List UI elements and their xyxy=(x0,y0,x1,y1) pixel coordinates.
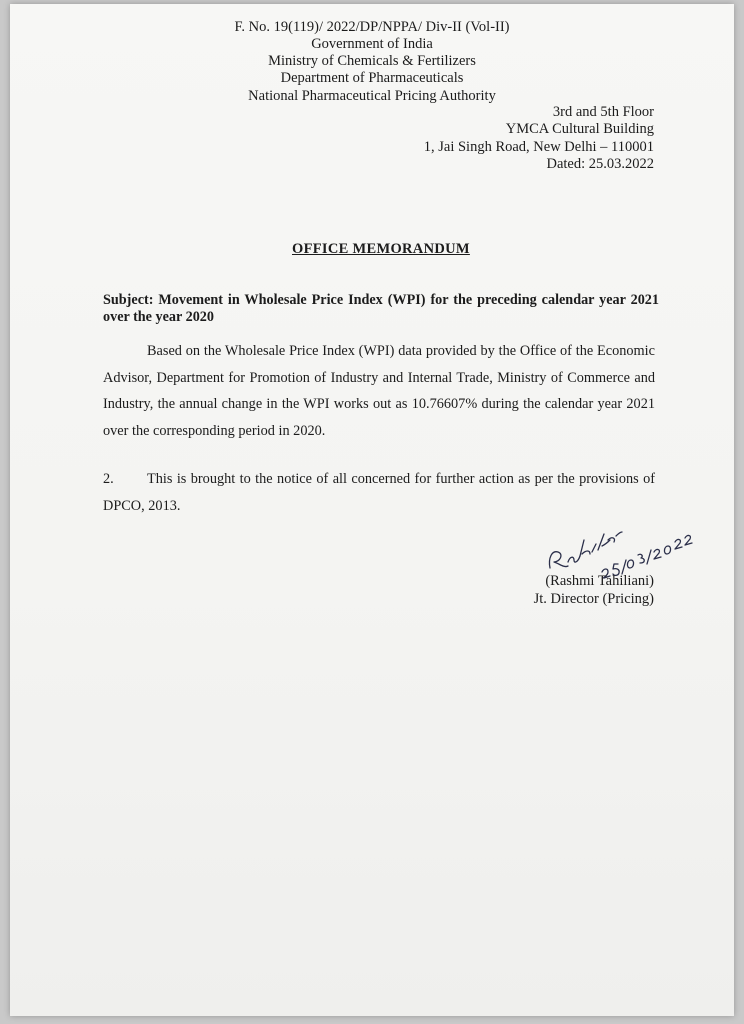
date-line: Dated: 25.03.2022 xyxy=(546,156,654,172)
ministry-line: Ministry of Chemicals & Fertilizers xyxy=(268,53,476,69)
department-line: Department of Pharmaceuticals xyxy=(280,70,464,86)
government-line: Government of India xyxy=(311,36,433,52)
handwritten-signature xyxy=(538,510,698,580)
authority-line: National Pharmaceutical Pricing Authority xyxy=(248,88,496,104)
paragraph-2-text: This is brought to the notice of all concerned for further action as per the provisions of DPCO, 2013. xyxy=(103,471,655,514)
signatory-designation: Jt. Director (Pricing) xyxy=(533,591,654,607)
address-building: YMCA Cultural Building xyxy=(505,121,654,137)
address-floor: 3rd and 5th Floor xyxy=(552,104,654,120)
paragraph-number: 2. xyxy=(103,471,114,487)
file-number: F. No. 19(119)/ 2022/DP/NPPA/ Div-II (Vol-II) xyxy=(234,19,510,35)
subject-line: Subject: Movement in Wholesale Price Index (WPI) for the preceding calendar year 2021 over the year 2020 xyxy=(103,292,659,325)
memo-title: OFFICE MEMORANDUM xyxy=(292,241,470,257)
address-street: 1, Jai Singh Road, New Delhi – 110001 xyxy=(423,139,654,155)
signatory-name: (Rashmi Tahiliani) xyxy=(545,573,654,589)
paragraph-1: Based on the Wholesale Price Index (WPI) data provided by the Office of the Economic Advisor, Department for Promotion of Industry and Internal Trade, Ministry of Commerce and Industry, the annual change in the WPI works out as 10.76607% during the calendar year 2021 over the corresponding period in 2020. xyxy=(103,343,655,439)
